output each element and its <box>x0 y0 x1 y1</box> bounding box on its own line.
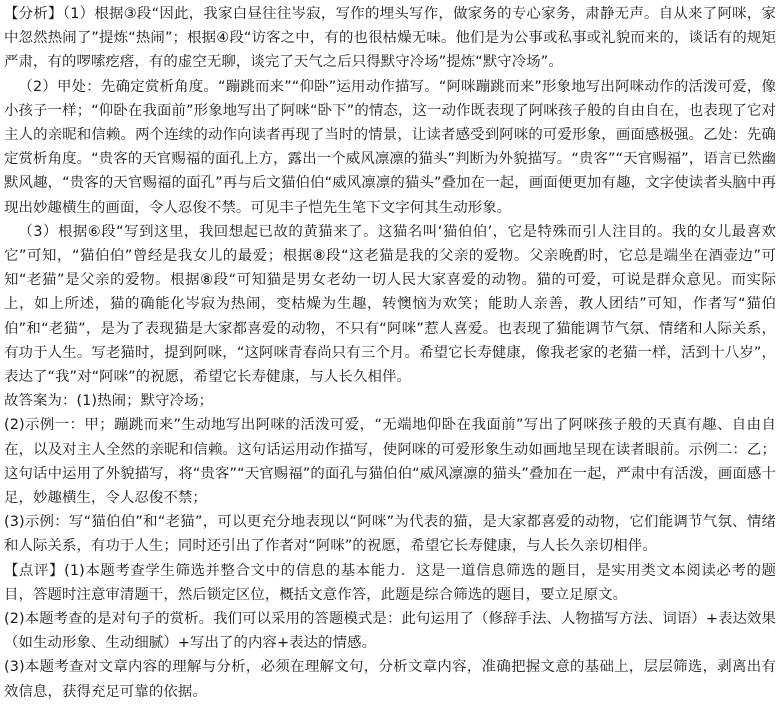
comment-part-1: 【点评】(1)本题考查学生筛选并整合文中的信息的基本能力．这是一道信息筛选的题目，是实用类文本阅读必考的题目，答题时注意审清题干，然后锁定区位，概括文意作答，此题是综合筛选的题目，要立足原文。 <box>4 562 776 603</box>
answer-part-2: (2)示例一：甲；蹦跳而来”生动地写出阿咪的活泼可爱，“无端地仰卧在我面前”写出了阿咪孩子般的天真有趣、自由自在，以及对主人全然的亲昵和信赖。这句话运用动作描写，使阿咪的可爱形象生动如画地呈现在读者眼前。示例二：乙；这句话中运用了外貌描写，将“贵客”“天官赐福”的面孔与猫伯伯“威风凛凛的猫头”叠加在一起，严肃中有活泼，画面感十足，妙趣横生，令人忍俊不禁； <box>4 417 776 507</box>
comment-part-3: (3)本题考查对文章内容的理解与分析，必须在理解文句，分析文章内容，准确把握文意的基础上，层层筛选，剥离出有效信息，获得充足可靠的依据。 <box>4 659 776 700</box>
analysis-part-2: （2）甲处：先确定赏析角度。“蹦跳而来”“仰卧”运用动作描写。“阿咪蹦跳而来”形象地写出阿咪动作的活泼可爱，像小孩子一样；“仰卧在我面前”形象地写出了阿咪“卧下”的情态，这一动作既表现了阿咪孩子般的自由自在，也表现了它对主人的亲昵和信赖。两个连续的动作向读者再现了当时的情景，让读者感受到阿咪的可爱形象，画面感极强。乙处：先确定赏析角度。“贵客的天官赐福的面孔上方，露出一个威风凛凛的猫头”判断为外貌描写。“贵客”“天官赐福”，语言已然幽默风趣，“贵客的天官赐福的面孔”再与后文猫伯伯“威风凛凛的猫头”叠加在一起，画面便更加有趣，文字使读者头脑中再现出妙趣横生的画面，令人忍俊不禁。可见丰子恺先生笔下文字何其生动形象。 <box>4 78 776 216</box>
analysis-part-1: 【分析】（1）根据③段“因此，我家白昼往往岑寂，写作的埋头写作，做家务的专心家务，肃静无声。自从来了阿咪，家中忽然热闹了”提炼“热闹”；根据④段“访客之中，有的也很枯燥无味。他们是为公事或私事或礼貌而来的，谈话有的规矩严肃，有的啰嗦疙瘩，有的虚空无聊，谈完了天气之后只得默守冷场”提炼“默守冷场”。 <box>4 6 776 71</box>
analysis-part-3: （3）根据⑥段“写到这里，我回想起已故的黄猫来了。这猫名叫‘猫伯伯’，它是特殊而引人注目的。我的女儿最喜欢它”可知，“猫伯伯”曾经是我女儿的最爱；根据⑧段“这老猫是我的父亲的爱物。父亲晚酌时，它总是端坐在酒壶边”可知“老猫”是父亲的爱物。根据⑧段“可知猫是男女老幼一切人民大家喜爱的动物。猫的可爱，可说是群众意见。而实际上，如上所述，猫的确能化岑寂为热闹，变枯燥为生趣，转懊恼为欢笑；能助人亲善，教人团结”可知，作者写“猫伯伯”和“老猫”，是为了表现猫是大家都喜爱的动物，不只有“阿咪”惹人喜爱。也表现了猫能调节气氛、情绪和人际关系，有功于人生。写老猫时，提到阿咪，“这阿咪青春尚只有三个月。希望它长寿健康，像我老家的老猫一样，活到十八岁”，表达了“我”对“阿咪”的祝愿，希望它长寿健康，与人长久相伴。 <box>4 223 776 386</box>
comment-part-2: (2)本题考查的是对句子的赏析。我们可以采用的答题模式是：此句运用了（修辞手法、人物描写方法、词语）+表达效果（如生动形象、生动细腻）+写出了的内容+表达的情感。 <box>4 611 776 652</box>
answer-intro: 故答案为：(1)热闹；默守冷场； <box>4 393 214 410</box>
answer-part-3: (3)示例：写“猫伯伯”和“老猫”，可以更充分地表现以“阿咪”为代表的猫，是大家都喜爱的动物，它们能调节气氛、情绪和人际关系，有功于人生；同时还引出了作者对“阿咪”的祝愿，希望它长寿健康，与人长久亲切相伴。 <box>4 514 776 555</box>
